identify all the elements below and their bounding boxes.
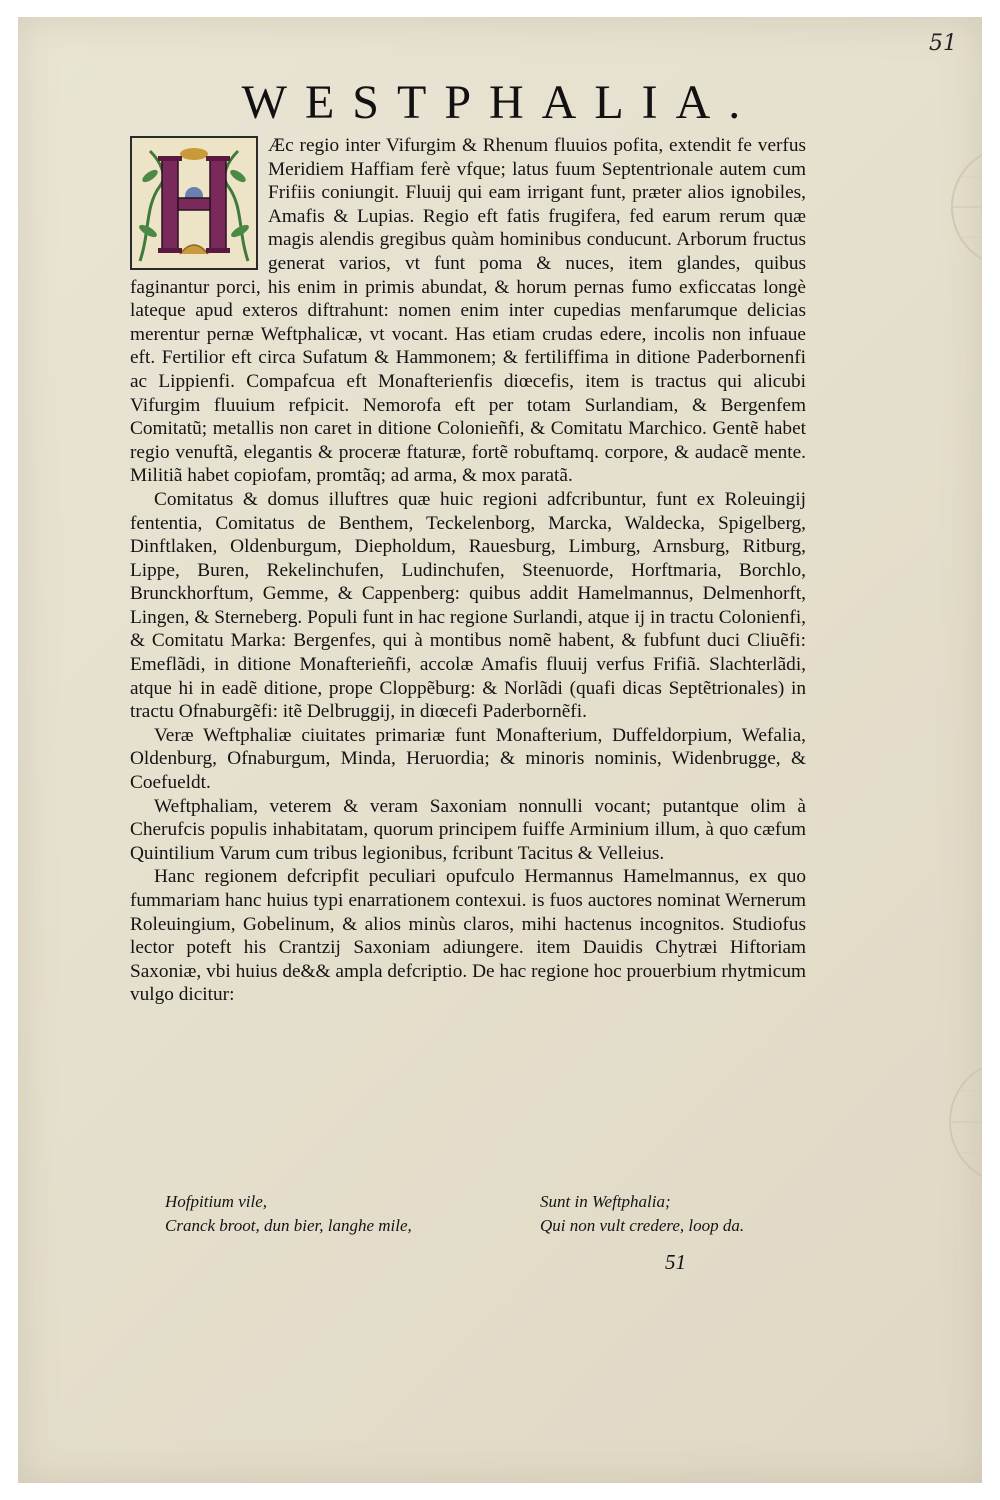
bleed-through-globe-icon bbox=[942, 137, 982, 277]
page-title: WESTPHALIA. bbox=[241, 76, 759, 129]
page-number-bottom: 51 bbox=[665, 1250, 686, 1274]
verse-left-line-2: Cranck broot, dun bier, langhe mile, bbox=[165, 1216, 412, 1235]
bleed-through-globe-icon bbox=[942, 1047, 982, 1197]
decorated-initial-icon bbox=[130, 136, 258, 270]
verse-right-line-2: Qui non vult credere, loop da. bbox=[540, 1216, 745, 1235]
paragraph-1: Æc regio inter Vifurgim & Rhenum fluuios pofita, extendit fe verfus Meridiem Haffiam ferè vfque; latus fuum Septentrionale autem cum Frifiis coniungit. Fluuij qui eam irrigant funt, præter alios ignobiles, Amafis & Lupias. Regio eft fatis frugifera, fed earum rerum quæ magis alendis gregibus quàm hominibus conducunt. Arborum fructus generat varios, vt funt poma & nuces, item glandes, quibus faginantur porci, his enim in primis abundat, & horum pernas fumo exficcatas longè lateque apud exteros diftrahunt: nomen enim inter cupedias menfarumque delicias merentur pernæ Weftphalicæ, vt vocant. Has etiam crudas edere, incolis non infuaue eft. Fertilior eft circa Sufatum & Hammonem; & fertiliffima in ditione Paderbornenfi ac Lippienfi. Compafcua eft Monafterienfis diœcefis, item is tractus qui alicubi Vifurgim fluuium refpicit. Nemorofa eft per totam Surlandiam, & Bergenfem Comitatũ; metallis non caret in ditione Colonieñfi, & Comitatu Marchico. Gentẽ habet regio venuftã, elegantis & proceræ ftaturæ, fortẽ robuftamq. corpore, & audacẽ mente. Militiã habet copiofam, promtãq; ad arma, & mox paratã. bbox=[130, 135, 806, 487]
paragraph-4: Weftphaliam, veterem & veram Saxoniam nonnulli vocant; putantque olim à Cherufcis populis inhabitatam, quorum principem fuiffe Arminium illum, à quo cæfum Quintilium Varum cum tribus legionibus, fcribunt Tacitus & Velleius. bbox=[130, 795, 806, 864]
paragraph-2: Comitatus & domus illuftres quæ huic regioni adfcribuntur, funt ex Roleuingij fententia, Comitatus de Benthem, Teckelenborg, Marcka, Waldecka, Spigelberg, Dinftlaken, Oldenburgum, Diepholdum, Rauesburg, Limburg, Arnsburg, Ritburg, Lippe, Buren, Rekelinchufen, Ludinchufen, Steenuorde, Horftmaria, Borchlo, Brunckhorftum, Gemme, & Cappenberg: quibus addit Hamelmannus, Delmenhorft, Lingen, & Sterneberg. Populi funt in hac regione Surlandi, atque ij in tractu Colonienfi, & Comitatu Marka: Bergenfes, qui à montibus nomẽ habent, & fubfunt duci Cliuẽfi: Emeflãdi, in ditione Monafterieñfi, accolæ Amafis fluuij verfus Frifiã. Slachterlãdi, atque hi in eadẽ ditione, prope Cloppẽburg: & Norlãdi (quafi dicas Septẽtrionales) in tractu Ofnaburgẽfi: itẽ Delbruggij, in diœcefi Paderbornẽfi. bbox=[130, 488, 806, 723]
book-page bbox=[18, 17, 982, 1483]
paragraph-3: Veræ Weftphaliæ ciuitates primariæ funt Monafterium, Duffeldorpium, Wefalia, Oldenburg, Ofnaburgum, Minda, Heruordia; & minoris nominis, Widenbrugge, & Coefueldt. bbox=[130, 724, 806, 794]
paragraph-5: Hanc regionem defcripfit peculiari opufculo Hermannus Hamelmannus, ex quo fummariam hanc huius typi enarrationem contexui. is fuos auctores nominat Wernerum Roleuingium, Gobelinum, & alios minùs claros, mihi hactenus incognitos. Studiofus lector poteft his Crantzij Saxoniam adiungere. item Dauidis Chytræi Hiftoriam Saxoniæ, vbi huius de&& ampla defcriptio. De hac regione hoc prouerbium rhytmicum vulgo dicitur: bbox=[130, 866, 806, 1006]
verse-right-line-1: Sunt in Weftphalia; bbox=[540, 1192, 671, 1211]
body-text bbox=[130, 134, 806, 1007]
verse-left-line-1: Hofpitium vile, bbox=[165, 1192, 267, 1211]
page-number-top: 51 bbox=[929, 31, 957, 56]
